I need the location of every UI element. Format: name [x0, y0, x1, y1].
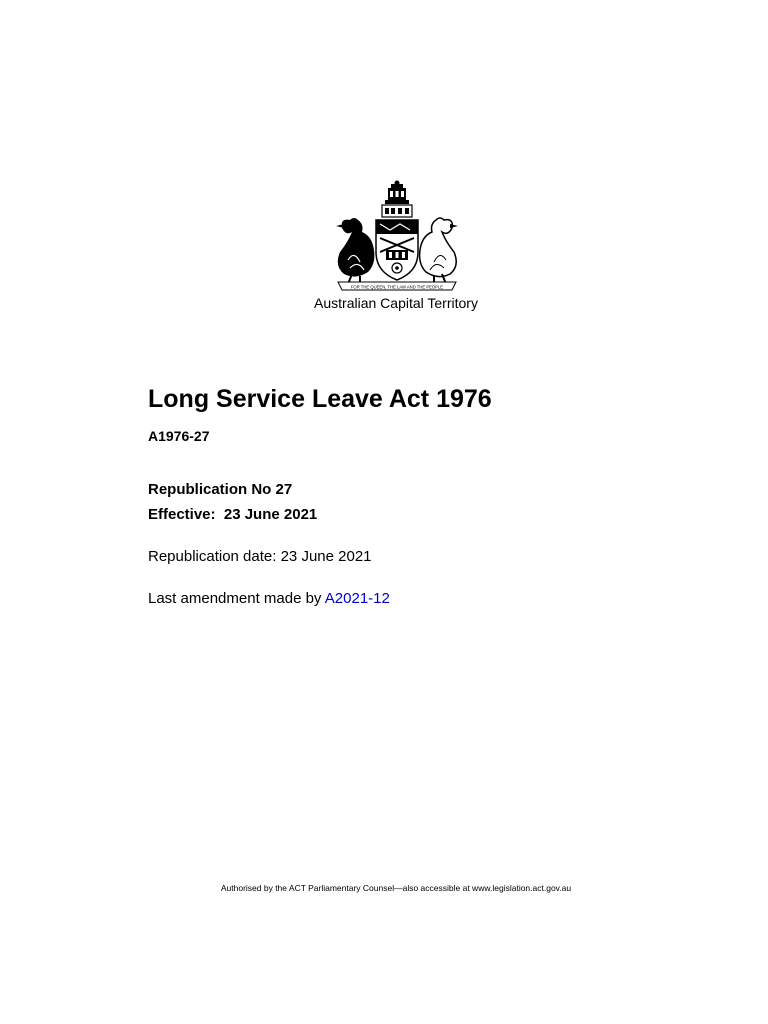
- effective-date: Effective: 23 June 2021: [148, 506, 318, 523]
- black-swan-icon: [336, 218, 374, 284]
- footer-authorisation: Authorised by the ACT Parliamentary Counsel—also accessible at www.legislation.act.gov.au: [220, 883, 572, 893]
- last-amendment-label: Last amendment made by: [148, 590, 325, 607]
- svg-text:FOR THE QUEEN, THE LAW AND THE: FOR THE QUEEN, THE LAW AND THE PEOPLE: [350, 284, 444, 290]
- last-amendment: [148, 590, 390, 607]
- act-coat-of-arms-icon: [330, 180, 464, 292]
- shield-icon: [376, 220, 418, 280]
- crown-icon: [385, 181, 409, 205]
- jurisdiction-label: Australian Capital Territory: [314, 295, 478, 311]
- act-title: Long Service Leave Act 1976: [148, 385, 492, 413]
- republication-number: Republication No 27: [148, 481, 293, 498]
- motto-scroll: [338, 282, 456, 290]
- last-amendment-link[interactable]: A2021-12: [324, 590, 390, 607]
- white-swan-icon: [420, 218, 458, 284]
- act-number: A1976-27: [148, 428, 210, 444]
- republication-date: Republication date: 23 June 2021: [148, 548, 372, 565]
- castle-icon: [382, 205, 412, 217]
